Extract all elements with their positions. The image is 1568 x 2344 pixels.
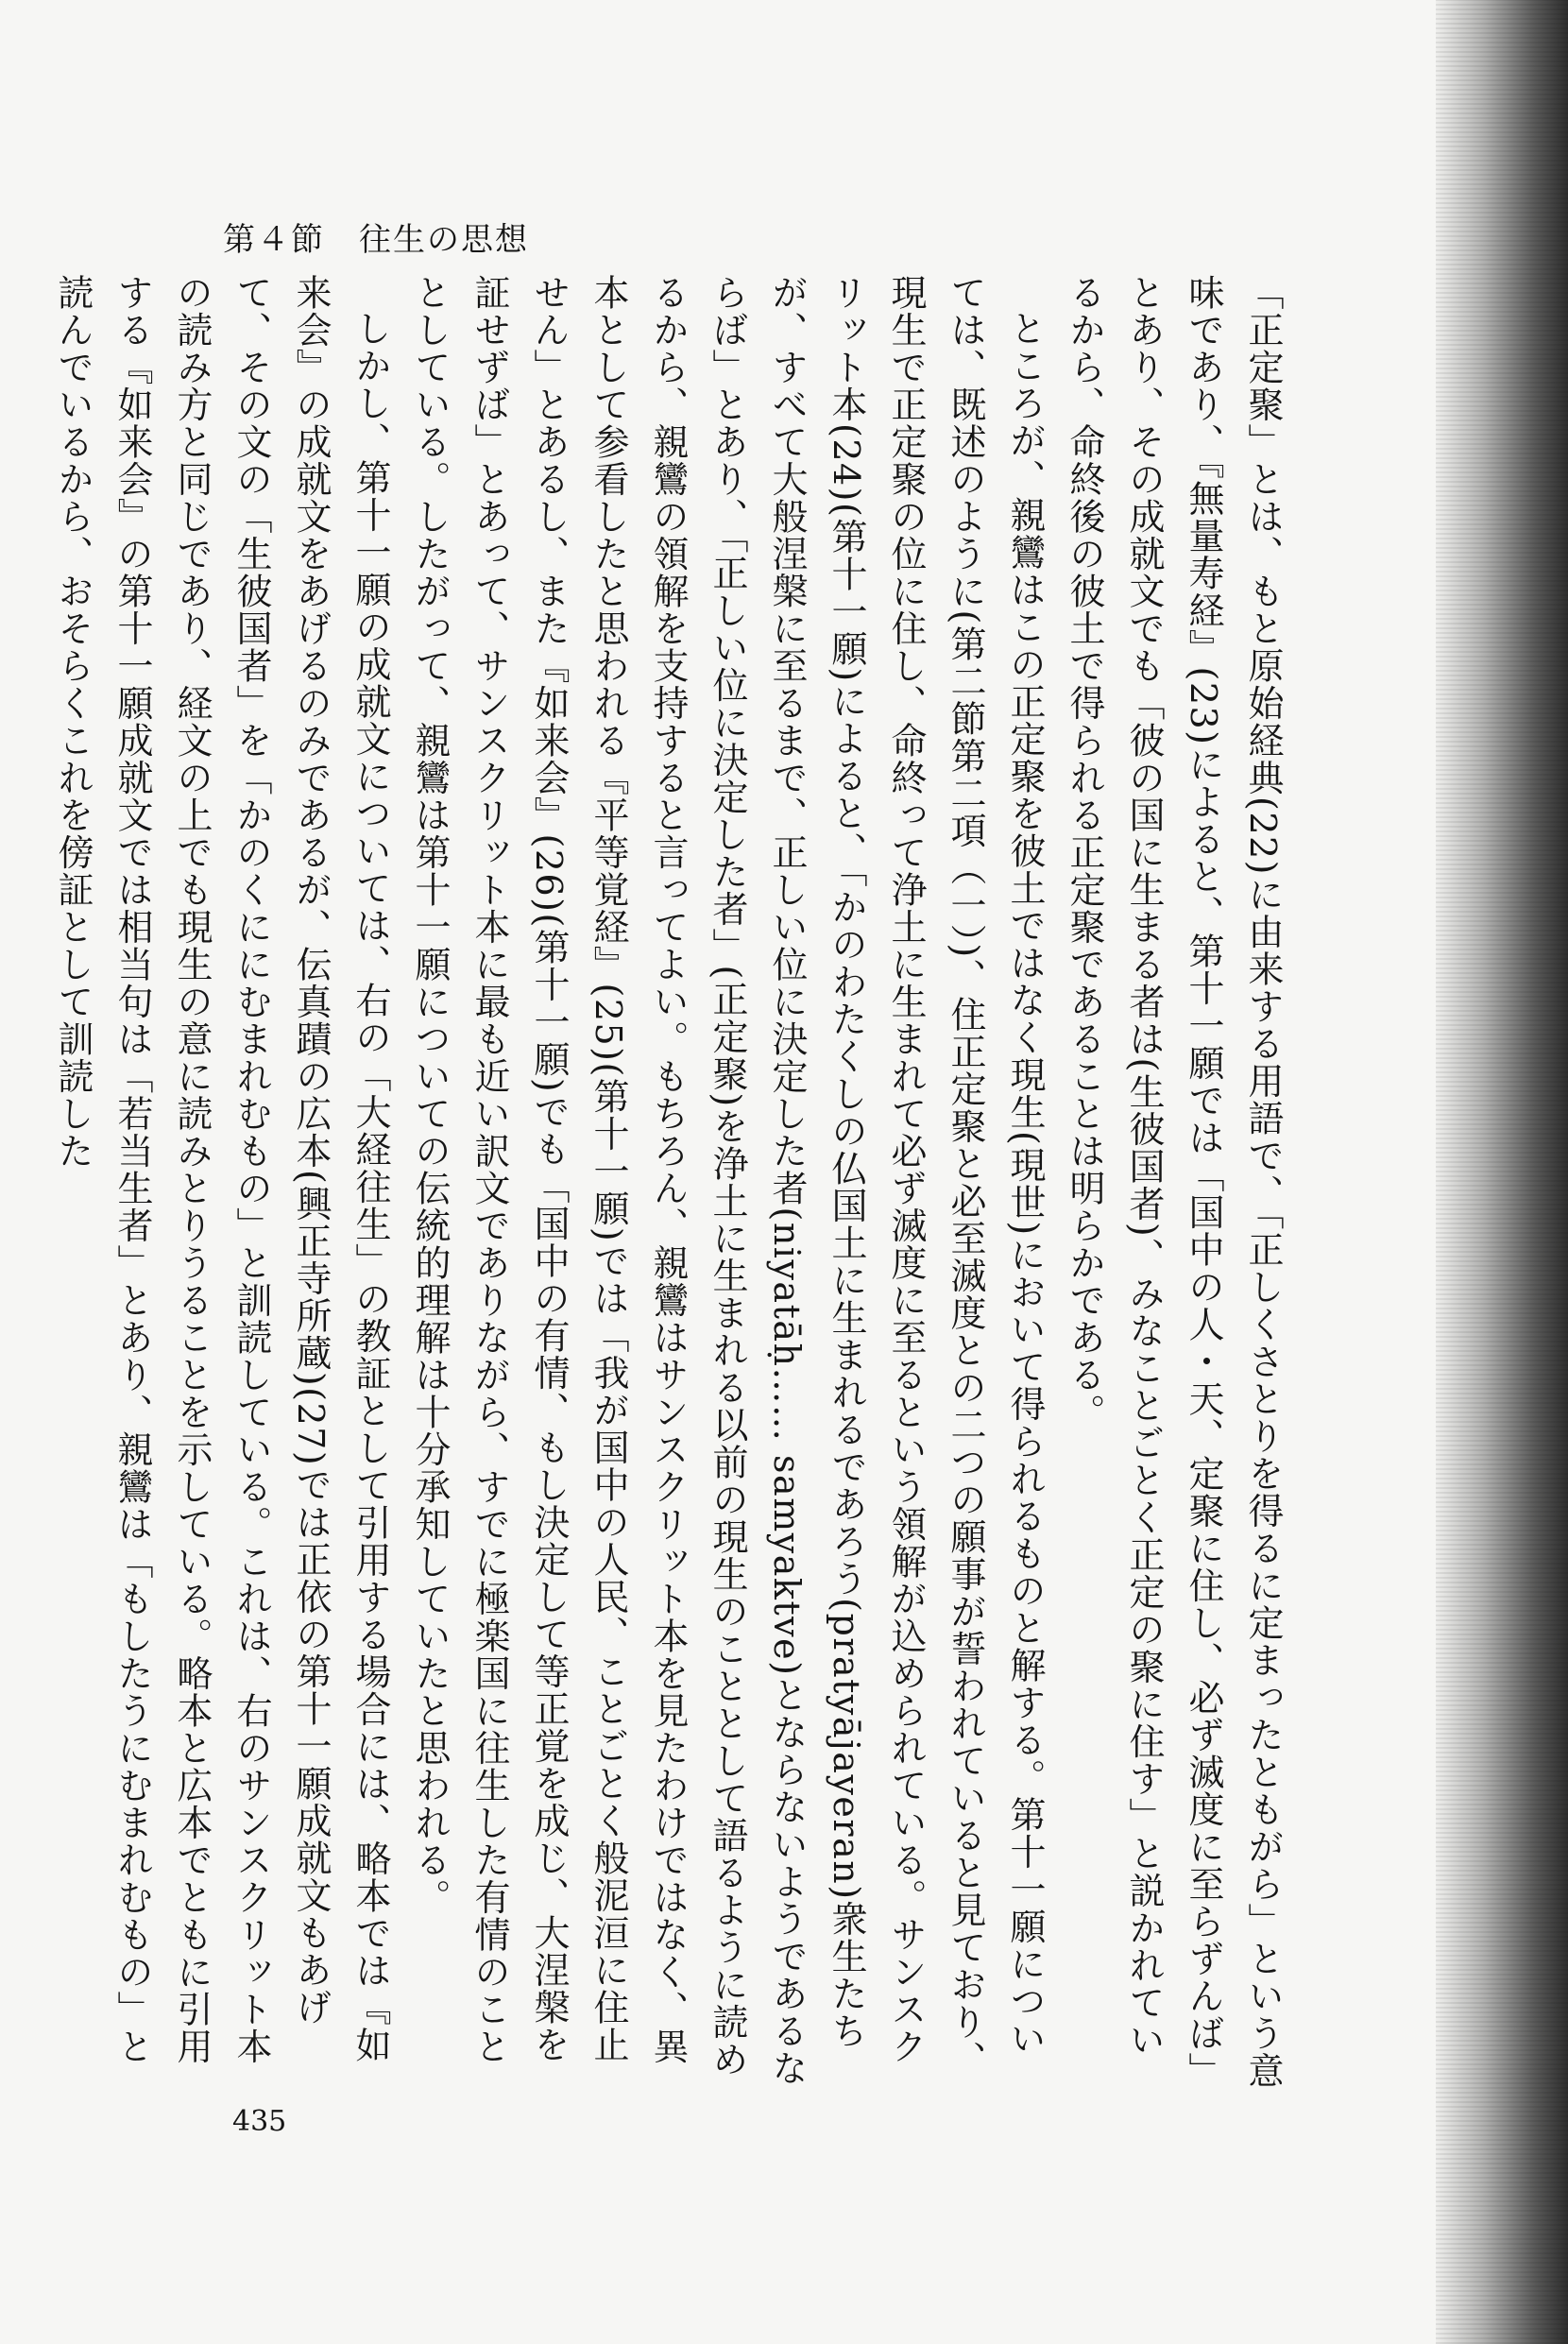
paragraph-1: 「正定聚」とは、もと原始経典(22)に由来する用語で、「正しくさとりを得るに定まったともがら」という意味であり、『無量寿経』(23)によると、第十一願では「国中の人・天、定聚に住し、必ず滅度に至らずんば」とあり、その成就文でも「彼の国に生まる者は(生彼国者)、みなことごとく正定の聚に住す」と説かれているから、命終後の彼土で得られる正定聚であることは明らかである。	[1064, 274, 1284, 2090]
paragraph-2: ところが、親鸞はこの正定聚を彼土ではなく現生(現世)において得られるものと解する。第十一願については、既述のように(第二節第二項（一）)、住正定聚と必至滅度との二つの願事が誓われていると見ており、現生で正定聚の位に住し、命終って浄土に生まれて必ず滅度に至るという領解が込められている。サンスクリット本(24)(第十一願)によると、「かのわたくしの仏国土に生まれるであろう(pratyājayeran)衆生たちが、すべて大般涅槃に至るまで、正しい位に決定した者(niyatāḥ…… samyaktve)とならないようであるならば」とあり、「正しい位に決定した者」(正定聚)を浄土に生まれる以前の現生のこととして語るように読めるから、親鸞の領解を支持すると言ってよい。もちろん、親鸞はサンスクリット本を見たわけではなく、異本として参看したと思われる『平等覚経』(25)(第十一願)では「我が国中の人民、ことごとく般泥洹に住止せん」とあるし、また『如来会』(26)(第十一願)でも「国中の有情、もし決定して等正覚を成じ、大涅槃を証せずば」とあって、サンスクリット本に最も近い訳文でありながら、すでに極楽国に往生した有情のこととしている。したがって、親鸞は第十一願についての伝統的理解は十分承知していたと思われる。	[409, 274, 1046, 2087]
scan-edge-shadow	[1436, 0, 1568, 2344]
page-number: 435	[232, 2105, 287, 2138]
paragraph-3: しかし、第十一願の成就文については、右の「大経往生」の教証として引用する場合には、略本では『如来会』の成就文をあげるのみであるが、伝真蹟の広本(興正寺所蔵)(27)では正依の第十一願成就文もあげて、その文の「生彼国者」を「かのくににむまれむもの」と訓読している。これは、右のサンスクリット本の読み方と同じであり、経文の上でも現生の意に読みとりうることを示している。略本と広本でともに引用する『如来会』の第十一願成就文では相当句は「若当生者」とあり、親鸞は「もしたうにむまれむもの」と読んでいるから、おそらくこれを傍証として訓読した	[52, 274, 391, 2065]
section-title: 往生の思想	[359, 221, 529, 259]
body-text	[52, 274, 1292, 2093]
section-number: 第４節	[223, 221, 325, 259]
running-header	[223, 214, 529, 260]
